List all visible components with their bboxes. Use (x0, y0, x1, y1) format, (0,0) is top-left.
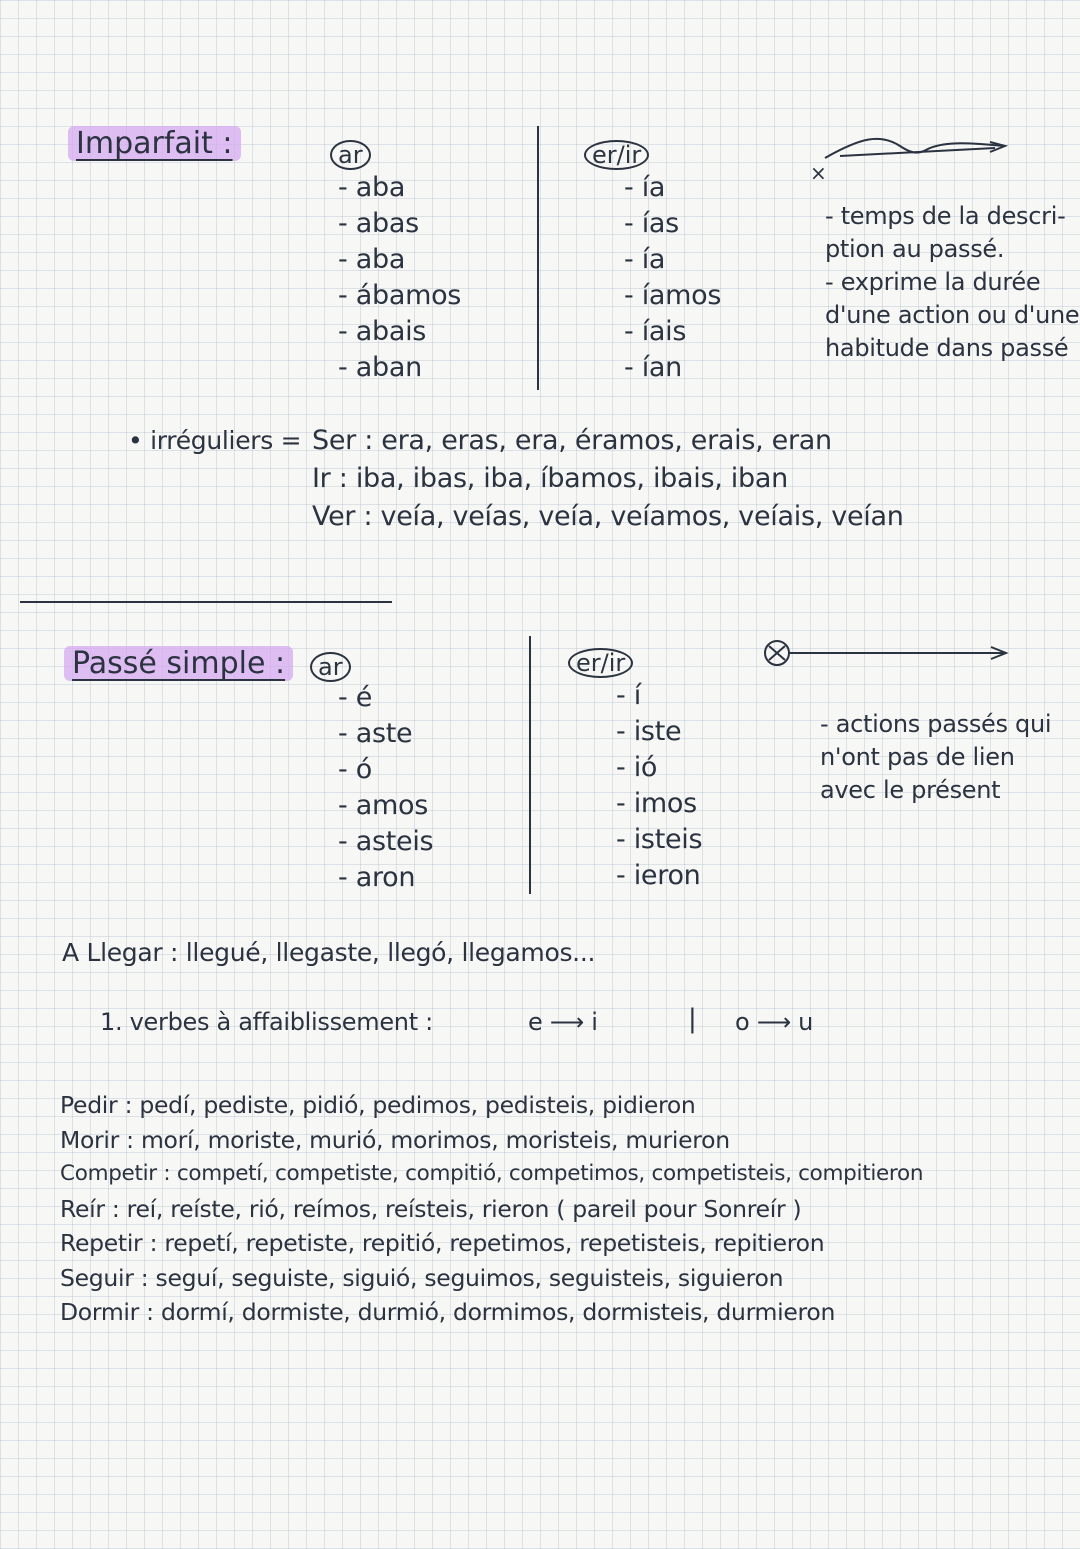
passe-simple-timeline-diagram (755, 636, 1015, 670)
verb-conjugation-line: Pedir : pedí, pediste, pidió, pedimos, pedisteis, pidieron (60, 1091, 696, 1119)
imparfait-erir-label: er/ir (584, 140, 649, 170)
note-line: d'une action ou d'une (825, 301, 1080, 329)
ending: - aron (338, 860, 433, 896)
passe-simple-ar-endings (338, 680, 433, 896)
arrow-head-icon (990, 142, 1005, 152)
ending: - asteis (338, 824, 433, 860)
imparfait-note (825, 200, 1079, 365)
verb-conjugation-line: Competir : competí, competiste, compitió, competimos, competisteis, compitieron (60, 1161, 924, 1186)
imparfait-ar-endings (338, 170, 461, 386)
ending: - amos (338, 788, 433, 824)
imparfait-erir-endings (624, 170, 721, 386)
llegar-example: A Llegar : llegué, llegaste, llegó, llegamos... (62, 938, 596, 967)
column-divider (529, 636, 531, 894)
irregular-verb-line: Ir : iba, ibas, iba, íbamos, ibais, iban (312, 463, 788, 494)
passe-simple-erir-endings (616, 678, 702, 894)
weakening-rule-e-i: e ⟶ i (528, 1008, 598, 1036)
ending: - é (338, 680, 433, 716)
imparfait-title: Imparfait : (68, 126, 241, 161)
ending: - abais (338, 314, 461, 350)
verb-conjugation-line: Repetir : repetí, repetiste, repitió, repetimos, repetisteis, repitieron (60, 1229, 825, 1257)
ending: - ábamos (338, 278, 461, 314)
ending: - abas (338, 206, 461, 242)
ending: - í (616, 678, 702, 714)
irregular-verb-line: Ser : era, eras, era, éramos, erais, eran (312, 425, 832, 456)
ending: - ían (624, 350, 721, 386)
section-divider (20, 601, 392, 603)
ending: - ía (624, 170, 721, 206)
ending: - íamos (624, 278, 721, 314)
irregular-verbs (312, 422, 904, 536)
note-line: habitude dans passé (825, 334, 1069, 362)
verb-conjugation-line: Morir : morí, moriste, murió, morimos, moristeis, murieron (60, 1125, 730, 1154)
ending: - ió (616, 750, 702, 786)
note-line: ption au passé. (825, 235, 1005, 263)
ending: - aban (338, 350, 461, 386)
note-line: - temps de la descri- (825, 202, 1066, 230)
passe-simple-note (820, 708, 1051, 807)
passe-simple-erir-label: er/ir (568, 648, 633, 678)
imparfait-ar-label: ar (330, 140, 371, 170)
verb-conjugation-line: Seguir : seguí, seguiste, siguió, seguimos, seguisteis, siguieron (60, 1263, 784, 1292)
ending: - isteis (616, 822, 702, 858)
weakening-rule-o-u: o ⟶ u (735, 1008, 814, 1036)
note-line: n'ont pas de lien (820, 743, 1015, 771)
passe-simple-title: Passé simple : (64, 646, 293, 681)
weakening-verb-list (60, 1088, 923, 1330)
verb-conjugation-line: Dormir : dormí, dormiste, durmió, dormimos, dormisteis, durmieron (60, 1298, 836, 1326)
ending: - ó (338, 752, 433, 788)
irregular-verb-line: Ver : veía, veías, veía, veíamos, veíais, veían (312, 501, 904, 532)
ending: - ías (624, 206, 721, 242)
timeline-cross: × (755, 636, 756, 637)
timeline-cross: × (810, 161, 827, 185)
ending: - aste (338, 716, 433, 752)
weakening-title: 1. verbes à affaiblissement : (100, 1008, 433, 1036)
irregular-label: • irréguliers = (128, 426, 302, 455)
imparfait-timeline-diagram (800, 128, 1020, 188)
verb-conjugation-line: Reír : reí, reíste, rió, reímos, reísteis, rieron ( pareil pour Sonreír ) (60, 1194, 802, 1223)
note-line: - actions passés qui (820, 710, 1052, 738)
ending: - aba (338, 242, 461, 278)
ending: - ía (624, 242, 721, 278)
note-line: avec le présent (820, 776, 1001, 804)
ending: - aba (338, 170, 461, 206)
ending: - imos (616, 786, 702, 822)
time-axis (840, 148, 995, 156)
passe-simple-ar-label: ar (310, 652, 351, 682)
note-line: - exprime la durée (825, 268, 1041, 296)
ending: - iste (616, 714, 702, 750)
column-divider (537, 126, 539, 390)
ending: - ieron (616, 858, 702, 894)
weakening-separator: | (688, 1004, 697, 1034)
ending: - íais (624, 314, 721, 350)
